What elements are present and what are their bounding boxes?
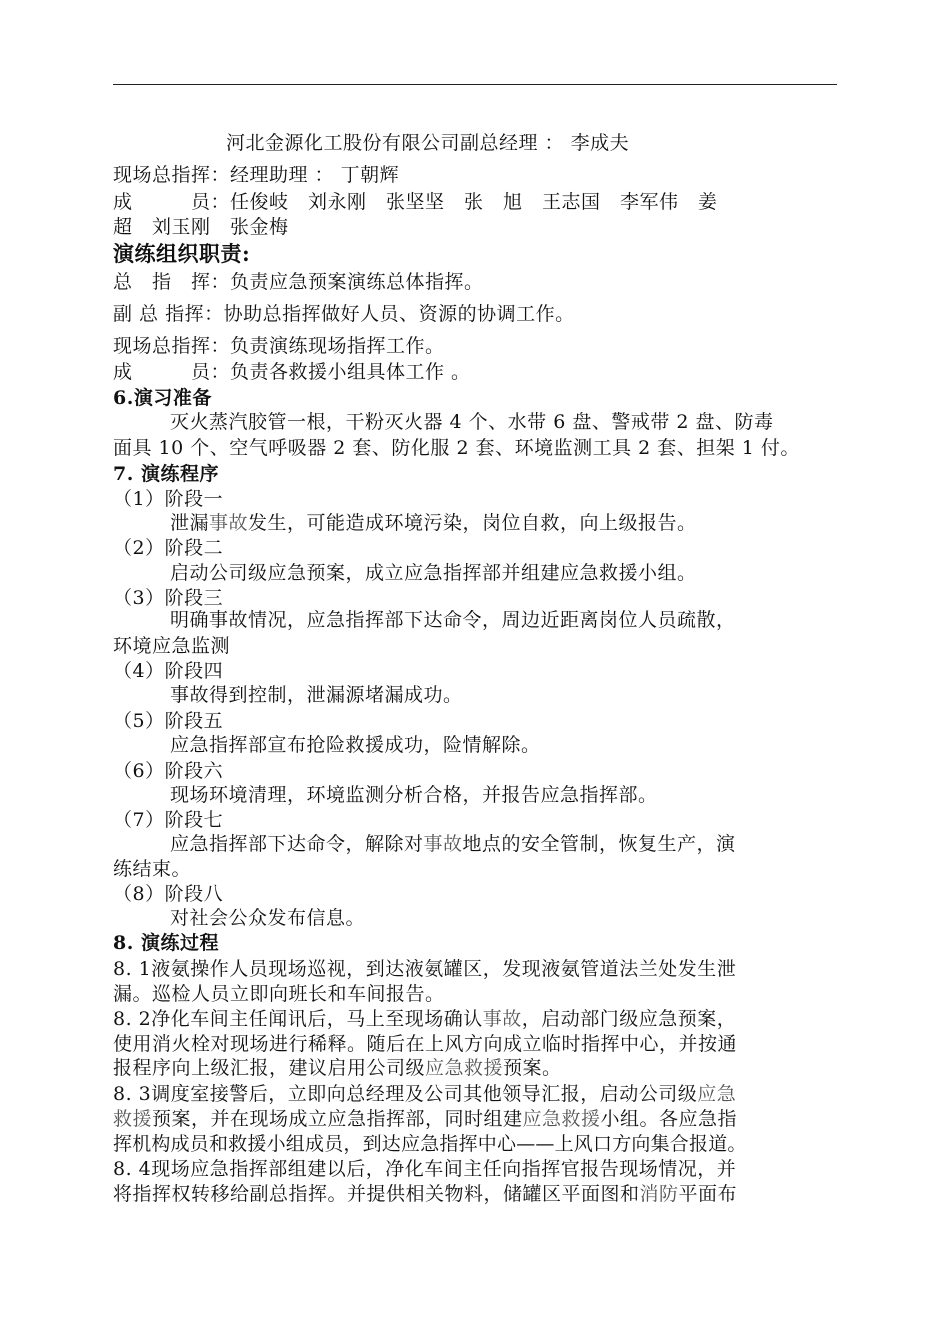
duties-heading: 演练组织职责: [113, 241, 251, 266]
stage-label: （1）阶段一 [113, 488, 224, 510]
prep-line-1: 灭火蒸汽胶管一根，干粉灭火器 4 个、水带 6 盘、警戒带 2 盘、防毒 [170, 411, 774, 433]
stage-text: 对社会公众发布信息。 [170, 907, 366, 929]
stage-text: 泄漏事故发生，可能造成环境污染，岗位自救，向上级报告。 [170, 512, 697, 534]
header-rule [113, 84, 837, 85]
duty-item: 成 员：负责各救援小组具体工作 。 [113, 361, 471, 383]
stage-label: （3）阶段三 [113, 587, 224, 609]
prep-line-2: 面具 10 个、空气呼吸器 2 套、防化服 2 套、环境监测工具 2 套、担架 1 付。 [113, 437, 800, 459]
stage-label: （7）阶段七 [113, 809, 224, 831]
stage-text: 明确事故情况，应急指挥部下达命令，周边近距离岗位人员疏散， [170, 609, 736, 631]
process-para-3-line: 挥机构成员和救援小组成员，到达应急指挥中心——上风口方向集合报道。 [113, 1133, 747, 1155]
stage-label: （2）阶段二 [113, 537, 224, 559]
process-para-4-line: 8. 4现场应急指挥部组建以后，净化车间主任向指挥官报告现场情况，并 [113, 1158, 737, 1180]
procedure-heading: 7. 演练程序 [113, 463, 219, 485]
process-para-3-line: 8. 3调度室接警后，立即向总经理及公司其他领导汇报，启动公司级应急 [113, 1083, 737, 1105]
process-para-2-line: 8. 2净化车间主任闻讯后，马上至现场确认事故，启动部门级应急预案， [113, 1008, 737, 1030]
vice-gm-line: 河北金源化工股份有限公司副总经理 ： 李成夫 [226, 132, 630, 154]
stage-text-cont: 环境应急监测 [113, 635, 231, 657]
process-para-2-line: 报程序向上级汇报，建议启用公司级应急救援预案。 [113, 1057, 562, 1079]
process-para-1-line: 漏。巡检人员立即向班长和车间报告。 [113, 983, 445, 1005]
process-para-1-line: 8. 1液氨操作人员现场巡视，到达液氨罐区，发现液氨管道法兰处发生泄 [113, 958, 737, 980]
site-commander-line: 现场总指挥：经理助理 ： 丁朝辉 [113, 164, 400, 186]
members-line-2: 超 刘玉刚 张金梅 [113, 216, 289, 238]
stage-label: （8）阶段八 [113, 883, 224, 905]
stage-text: 启动公司级应急预案，成立应急指挥部并组建应急救援小组。 [170, 562, 697, 584]
process-para-2-line: 使用消火栓对现场进行稀释。随后在上风方向成立临时指挥中心，并按通 [113, 1033, 738, 1055]
stage-text-cont: 练结束。 [113, 858, 192, 880]
process-para-4-line: 将指挥权转移给副总指挥。并提供相关物料，储罐区平面图和消防平面布 [113, 1183, 738, 1205]
process-heading: 8. 演练过程 [113, 932, 219, 954]
duty-item: 副 总 指挥：协助总指挥做好人员、资源的协调工作。 [113, 303, 575, 325]
members-line-1: 成 员：任俊岐 刘永刚 张坚坚 张 旭 王志国 李军伟 姜 [113, 191, 718, 213]
process-para-3-line: 救援预案，并在现场成立应急指挥部，同时组建应急救援小组。各应急指 [113, 1108, 738, 1130]
stage-label: （6）阶段六 [113, 760, 224, 782]
stage-label: （5）阶段五 [113, 710, 224, 732]
stage-text: 现场环境清理，环境监测分析合格，并报告应急指挥部。 [170, 784, 658, 806]
stage-text: 应急指挥部宣布抢险救援成功，险情解除。 [170, 734, 541, 756]
prep-heading: 6.演习准备 [113, 387, 212, 409]
stage-label: （4）阶段四 [113, 660, 224, 682]
duty-item: 现场总指挥：负责演练现场指挥工作。 [113, 335, 445, 357]
duty-item: 总 指 挥：负责应急预案演练总体指挥。 [113, 271, 484, 293]
stage-text: 事故得到控制，泄漏源堵漏成功。 [170, 684, 463, 706]
stage-text: 应急指挥部下达命令，解除对事故地点的安全管制，恢复生产，演 [170, 833, 736, 855]
